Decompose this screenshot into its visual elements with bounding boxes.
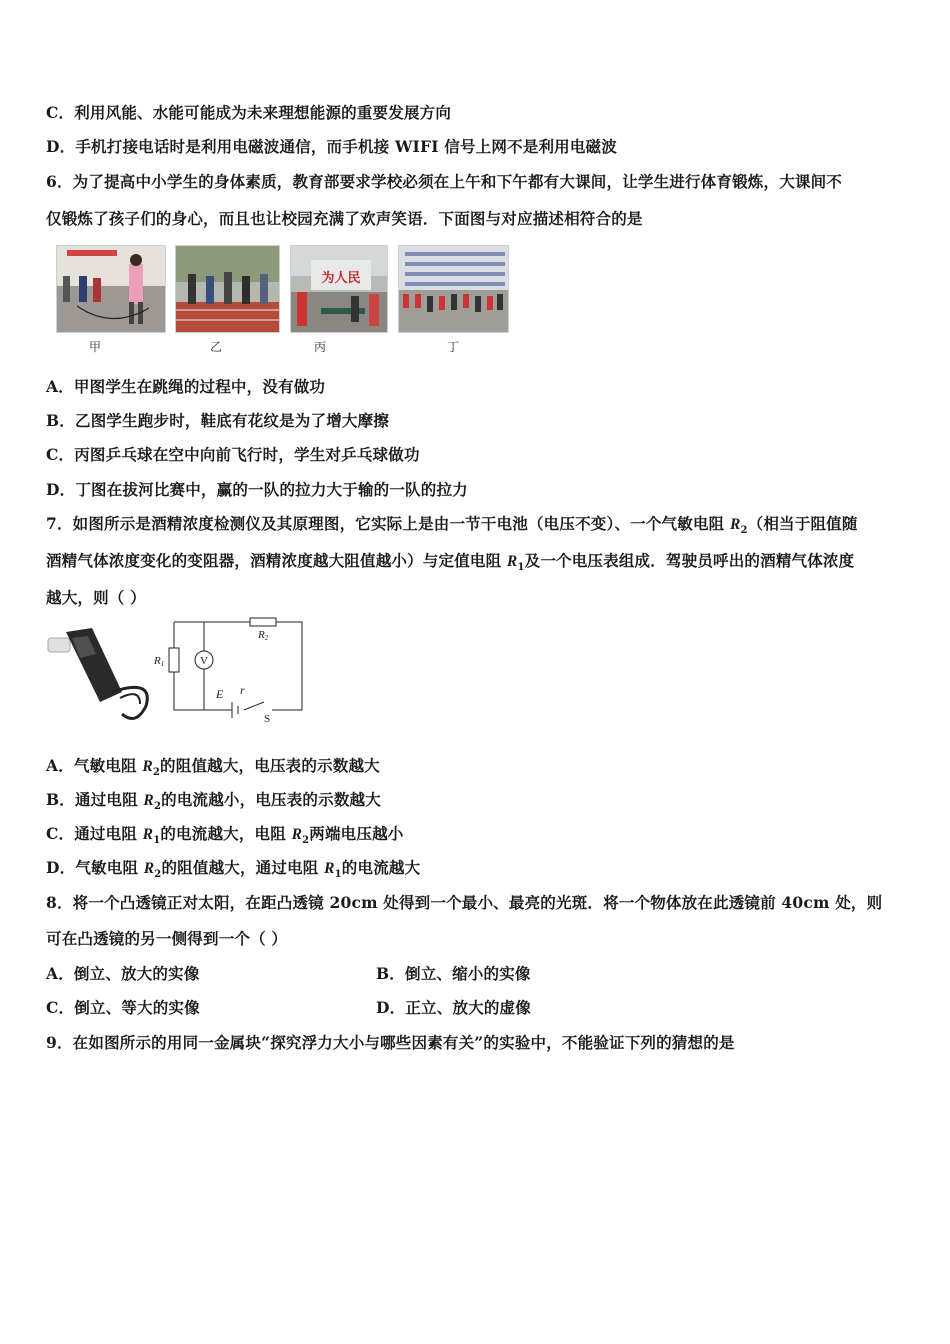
q8-option-a: A．倒立、放大的实像 xyxy=(46,964,200,983)
q6-option-b: B．乙图学生跑步时，鞋底有花纹是为了增大摩擦 xyxy=(46,411,390,430)
q8-stem-line2: 可在凸透镜的另一侧得到一个（ ） xyxy=(46,929,288,948)
q8-option-d: D．正立、放大的虚像 xyxy=(376,998,531,1017)
photo-bing xyxy=(290,245,388,333)
q7-option-c: C．通过电阻 $R_1$的电流越大，电阻 $R_2$两端电压越小 xyxy=(46,824,404,847)
voltmeter-label: V xyxy=(200,655,208,667)
caption-bing: 丙 xyxy=(314,340,327,354)
caption-jia: 甲 xyxy=(89,340,102,354)
q6-stem-line1: 6．为了提高中小学生的身体素质，教育部要求学校必须在上午和下午都有大课间，让学生进行体育锻炼，大课间不 xyxy=(46,172,842,191)
q6-option-c: C．丙图乒乓球在空中向前飞行时，学生对乒乓球做功 xyxy=(46,445,420,464)
q8-option-b: B．倒立、缩小的实像 xyxy=(376,964,531,983)
emf-label: E xyxy=(216,687,224,701)
breathalyzer-image xyxy=(44,618,154,728)
photo-jia xyxy=(56,245,166,333)
q7-option-d: D．气敏电阻 $R_2$的阻值越大，通过电阻 $R_1$的电流越大 xyxy=(46,858,421,881)
q7-option-a: A．气敏电阻 $R_2$的阻值越大，电压表的示数越大 xyxy=(46,756,380,779)
option-c-prev: C．利用风能、水能可能成为未来理想能源的重要发展方向 xyxy=(46,103,452,122)
r1-label: R1 xyxy=(154,655,165,668)
q6-stem-line2: 仅锻炼了孩子们的身心，而且也让校园充满了欢声笑语．下面图与对应描述相符合的是 xyxy=(46,209,643,228)
internal-resistance-label: r xyxy=(240,683,245,697)
q6-option-d: D．丁图在拔河比赛中，赢的一队的拉力大于输的一队的拉力 xyxy=(46,480,468,499)
r2-label: R2 xyxy=(258,629,269,642)
q7-stem-line1: 7．如图所示是酒精浓度检测仪及其原理图，它实际上是由一节干电池（电压不变）、一个气敏电阻 $R_2$（相当于阻值随 xyxy=(46,514,858,537)
banner-text: 为人民 xyxy=(321,271,361,286)
option-d-prev: D．手机打接电话时是利用电磁波通信，而手机接 WIFI 信号上网不是利用电磁波 xyxy=(46,137,617,156)
q8-stem-line1: 8．将一个凸透镜正对太阳，在距凸透镜 20cm 处得到一个最小、最亮的光斑．将一个物体放在此透镜前 40cm 处，则 xyxy=(46,893,883,912)
q9-stem: 9．在如图所示的用同一金属块“探究浮力大小与哪些因素有关”的实验中，不能验证下列的猜想的是 xyxy=(46,1033,735,1052)
q7-option-b: B．通过电阻 $R_2$的电流越小，电压表的示数越大 xyxy=(46,790,381,813)
circuit-diagram xyxy=(152,618,308,725)
q6-option-a: A．甲图学生在跳绳的过程中，没有做功 xyxy=(46,377,326,396)
photo-yi xyxy=(175,245,280,333)
q8-option-c: C．倒立、等大的实像 xyxy=(46,998,200,1017)
switch-label: S xyxy=(264,713,271,725)
caption-ding: 丁 xyxy=(447,340,460,354)
photo-ding xyxy=(398,245,509,333)
caption-yi: 乙 xyxy=(210,340,223,354)
q7-stem-line2: 酒精气体浓度变化的变阻器，酒精浓度越大阻值越小）与定值电阻 $R_1$及一个电压表组成．驾驶员呼出的酒精气体浓度 xyxy=(46,551,855,574)
q7-stem-line3: 越大，则（ ） xyxy=(46,588,146,607)
